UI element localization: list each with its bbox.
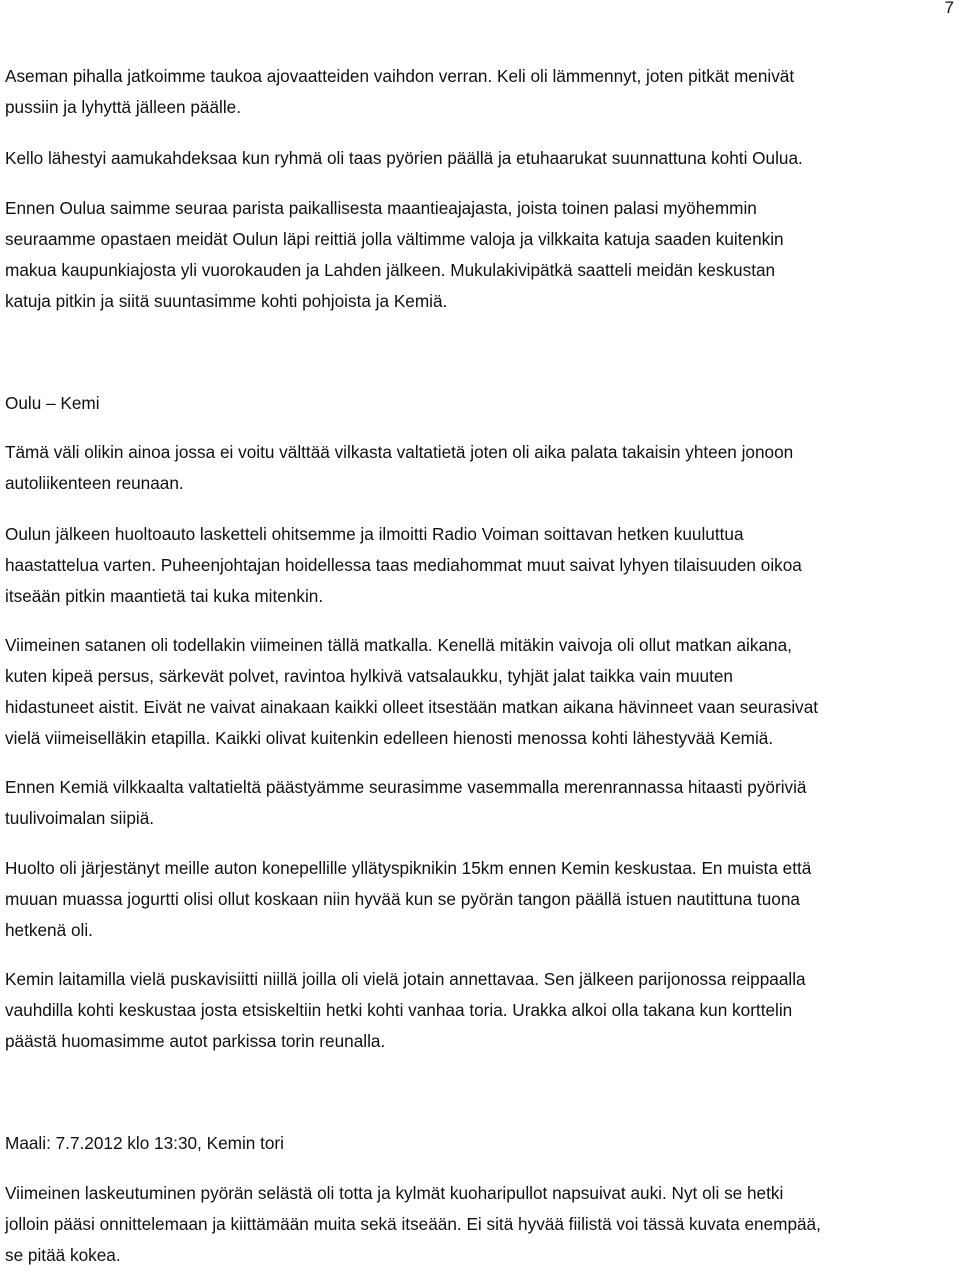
- text-line: päästä huomasimme autot parkissa torin reunalla.: [5, 1031, 386, 1051]
- paragraph-highway: [5, 437, 955, 499]
- text-line: itseään pitkin maantietä tai kuka mitenkin.: [5, 586, 324, 606]
- text-line: Ennen Kemiä vilkkaalta valtatieltä päästyämme seurasimme vasemmalla merenrannassa hitaasti pyöriviä: [5, 777, 807, 797]
- paragraph-kemi-arrival: [5, 964, 955, 1057]
- text-line: Oulun jälkeen huoltoauto lasketteli ohitsemme ja ilmoitti Radio Voiman soittavan hetken kuuluttua: [5, 524, 744, 544]
- section-heading: Oulu – Kemi: [5, 393, 100, 413]
- paragraph-celebration: [5, 1178, 955, 1271]
- text-line: hidastuneet aistit. Eivät ne vaivat ainakaan kaikki olleet itsestään matkan aikana hävinneet vaan seurasivat: [5, 697, 819, 717]
- text-line: hetkenä oli.: [5, 920, 93, 940]
- text-line: tuulivoimalan siipiä.: [5, 808, 155, 828]
- text-line: haastattelua varten. Puheenjohtajan hoidellessa taas mediahommat muut saivat lyhyen tilaisuuden oikoa: [5, 555, 802, 575]
- text-line: se pitää kokea.: [5, 1245, 121, 1265]
- text-line: vauhdilla kohti keskustaa josta etsiskeltiin hetki kohti vanhaa toria. Urakka alkoi olla takana kun korttelin: [5, 1000, 793, 1020]
- finish-info: Maali: 7.7.2012 klo 13:30, Kemin tori: [5, 1133, 284, 1153]
- paragraph-oulu: [5, 193, 955, 317]
- finish-line: [5, 1128, 955, 1159]
- text-line: vielä viimeiselläkin etapilla. Kaikki olivat kuitenkin edelleen hienosti menossa kohti lähestyvää Kemiä.: [5, 728, 774, 748]
- text-line: seuraamme opastaen meidät Oulun läpi reittiä jolla vältimme valoja ja vilkkaita katuja saaden kuitenkin: [5, 229, 784, 249]
- text-line: katuja pitkin ja siitä suuntasimme kohti pohjoista ja Kemiä.: [5, 291, 448, 311]
- text-line: jolloin pääsi onnittelemaan ja kiittämään muita sekä itseään. Ei sitä hyvää fiilistä voi tässä kuvata enempää,: [5, 1214, 821, 1234]
- paragraph-windmills: [5, 772, 955, 834]
- text-line: Kello lähestyi aamukahdeksaa kun ryhmä oli taas pyörien päällä ja etuhaarukat suunnattuna kohti Oulua.: [5, 148, 803, 168]
- text-line: Aseman pihalla jatkoimme taukoa ajovaatteiden vaihdon verran. Keli oli lämmennyt, joten pitkät menivät: [5, 66, 795, 86]
- page-number: 7: [944, 0, 954, 17]
- paragraph-departure: [5, 143, 955, 174]
- section-heading-oulu-kemi: [5, 388, 955, 419]
- text-line: Tämä väli olikin ainoa jossa ei voitu välttää vilkasta valtatietä joten oli aika palata takaisin yhteen jonoon: [5, 442, 794, 462]
- text-line: Huolto oli järjestänyt meille auton konepellille yllätyspiknikin 15km ennen Kemin keskustaa. En muista että: [5, 858, 812, 878]
- paragraph-picnic: [5, 853, 955, 946]
- text-line: pussiin ja lyhyttä jälleen päälle.: [5, 97, 241, 117]
- paragraph-radio: [5, 519, 955, 612]
- text-line: Ennen Oulua saimme seuraa parista paikallisesta maantieajajasta, joista toinen palasi myöhemmin: [5, 198, 757, 218]
- text-line: Kemin laitamilla vielä puskavisiitti niillä joilla oli vielä jotain annettavaa. Sen jälkeen parijonossa reippaalla: [5, 969, 806, 989]
- text-line: kuten kipeä persus, särkevät polvet, ravintoa hylkivä vatsalaukku, tyhjät jalat taikka vain muuten: [5, 666, 733, 686]
- text-line: autoliikenteen reunaan.: [5, 473, 184, 493]
- text-line: makua kaupunkiajosta yli vuorokauden ja Lahden jälkeen. Mukulakivipätkä saatteli meidän keskustan: [5, 260, 776, 280]
- text-line: Viimeinen laskeutuminen pyörän selästä oli totta ja kylmät kuoharipullot napsuivat auki. Nyt oli se hetki: [5, 1183, 784, 1203]
- paragraph-station-break: [5, 61, 955, 123]
- text-line: Viimeinen satanen oli todellakin viimeinen tällä matkalla. Kenellä mitäkin vaivoja oli ollut matkan aikana,: [5, 635, 792, 655]
- text-line: muuan muassa jogurtti olisi ollut koskaan niin hyvää kun se pyörän tangon päällä istuen nautittuna tuona: [5, 889, 800, 909]
- paragraph-last-hundred: [5, 630, 955, 754]
